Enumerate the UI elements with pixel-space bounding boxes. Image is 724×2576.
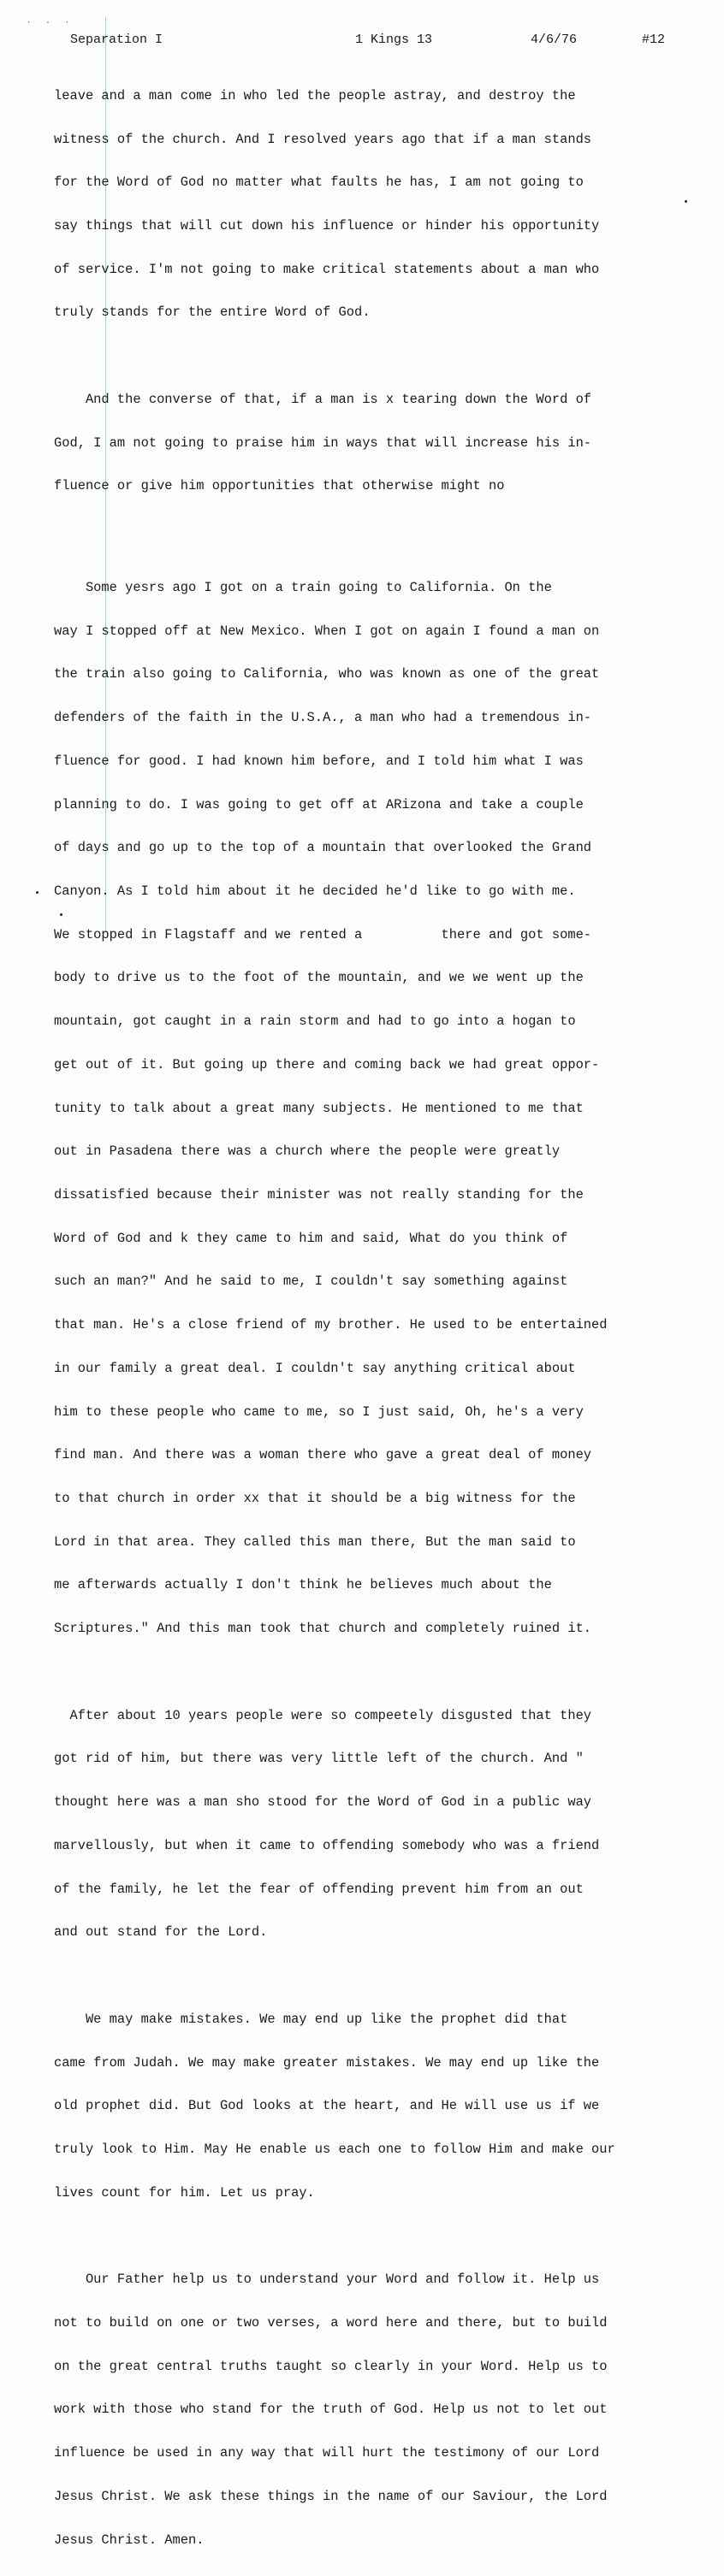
text-line: lives count for him. Let us pray. xyxy=(54,2184,315,2201)
text-line: in our family a great deal. I couldn't say anything critical about xyxy=(54,1360,576,1376)
text-line: influence be used in any way that will hurt the testimony of our Lord xyxy=(54,2445,600,2461)
text-line: fluence or give him opportunities that otherwise might no xyxy=(54,478,505,494)
text-line: old prophet did. But God looks at the heart, and He will use us if we xyxy=(54,2098,600,2114)
text-line: of days and go up to the top of a mountain that overlooked the Grand xyxy=(54,840,592,856)
text-line: on the great central truths taught so clearly in your Word. Help us to xyxy=(54,2358,608,2374)
paragraph xyxy=(54,1680,713,1969)
page-header xyxy=(0,32,724,50)
text-line: defenders of the faith in the U.S.A., a man who had a tremendous in- xyxy=(54,710,592,726)
sermon-title: Separation I xyxy=(70,32,163,47)
text-line: Lord in that area. They called this man there, But the man said to xyxy=(54,1533,576,1550)
sermon-date: 4/6/76 xyxy=(531,32,578,47)
text-line: Scriptures." And this man took that church and completely ruined it. xyxy=(54,1621,592,1637)
text-line: Word of God and k they came to him and said, What do you think of xyxy=(54,1230,568,1246)
text-line: tunity to talk about a great many subjects. He mentioned to me that xyxy=(54,1100,584,1116)
text-line: witness of the church. And I resolved years ago that if a man stands xyxy=(54,131,592,147)
text-line: Our Father help us to understand your Word and follow it. Help us xyxy=(54,2272,600,2288)
text-line: truly stands for the entire Word of God. xyxy=(54,304,371,321)
text-line: Canyon. As I told him about it he decided he'd like to go with me. xyxy=(54,883,576,899)
text-line: the train also going to California, who was known as one of the great xyxy=(54,666,600,682)
text-line: way I stopped off at New Mexico. When I got on again I found a man on xyxy=(54,623,600,639)
text-line: of service. I'm not going to make critical statements about a man who xyxy=(54,261,600,277)
text-line: say things that will cut down his influence or hinder his opportunity xyxy=(54,217,600,233)
text-line: came from Judah. We may make greater mistakes. We may end up like the xyxy=(54,2054,600,2071)
text-line: And the converse of that, if a man is x tearing down the Word of xyxy=(54,391,592,407)
text-line: of the family, he let the fear of offending prevent him from an out xyxy=(54,1881,584,1897)
sermon-body xyxy=(54,60,713,2576)
text-line: planning to do. I was going to get off at ARizona and take a couple xyxy=(54,796,584,812)
text-line: marvellously, but when it came to offending somebody who was a friend xyxy=(54,1837,600,1853)
text-line: We stopped in Flagstaff and we rented a there and got some- xyxy=(54,926,592,942)
text-line: that man. He's a close friend of my brother. He used to be entertained xyxy=(54,1317,608,1333)
scripture-reference: 1 Kings 13 xyxy=(355,32,433,47)
text-line: out in Pasadena there was a church where the people were greatly xyxy=(54,1143,561,1160)
text-line: find man. And there was a woman there who gave a great deal of money xyxy=(54,1447,592,1463)
paragraph xyxy=(54,1983,713,2229)
text-line: After about 10 years people were so compeetely disgusted that they xyxy=(54,1707,592,1723)
text-line: truly look to Him. May He enable us each one to follow Him and make our xyxy=(54,2141,615,2157)
text-line: to that church in order xx that it should be a big witness for the xyxy=(54,1491,576,1506)
text-line: such an man?" And he said to me, I couldn't say something against xyxy=(54,1273,568,1290)
text-line: body to drive us to the foot of the mountain, and we we went up the xyxy=(54,970,584,986)
paragraph xyxy=(54,363,713,523)
text-line: mountain, got caught in a rain storm and had to go into a hogan to xyxy=(54,1013,576,1030)
paragraph xyxy=(54,2243,713,2576)
stray-mark xyxy=(36,891,39,894)
text-line: him to these people who came to me, so I just said, Oh, he's a very xyxy=(54,1403,584,1420)
text-line: fluence for good. I had known him before, and I told him what I was xyxy=(54,753,584,769)
text-line: work with those who stand for the truth of God. Help us not to let out xyxy=(54,2402,608,2418)
text-line: We may make mistakes. We may end up like the prophet did that xyxy=(54,2011,568,2027)
text-line: Some yesrs ago I got on a train going to California. On the xyxy=(54,579,552,595)
text-line: for the Word of God no matter what faults he has, I am not going to xyxy=(54,174,584,191)
text-line: not to build on one or two verses, a word here and there, but to build xyxy=(54,2314,608,2331)
text-line: me afterwards actually I don't think he believes much about the xyxy=(54,1577,552,1593)
text-line: got rid of him, but there was very little left of the church. And " xyxy=(54,1751,584,1767)
paragraph xyxy=(54,552,713,1665)
text-line: thought here was a man sho stood for the Word of God in a public way xyxy=(54,1794,592,1811)
page-number: #12 xyxy=(642,32,666,47)
paragraph xyxy=(54,60,713,349)
text-line: get out of it. But going up there and coming back we had great oppor- xyxy=(54,1056,600,1072)
corner-marks: ˙ ˙ ˙ xyxy=(26,21,74,32)
text-line: Jesus Christ. Amen. xyxy=(54,2532,205,2548)
text-line: God, I am not going to praise him in ways that will increase his in- xyxy=(54,434,592,451)
text-line: leave and a man come in who led the people astray, and destroy the xyxy=(54,87,576,103)
text-line: and out stand for the Lord. xyxy=(54,1924,268,1941)
text-line: Jesus Christ. We ask these things in the name of our Saviour, the Lord xyxy=(54,2488,608,2504)
text-line: dissatisfied because their minister was not really standing for the xyxy=(54,1186,584,1202)
